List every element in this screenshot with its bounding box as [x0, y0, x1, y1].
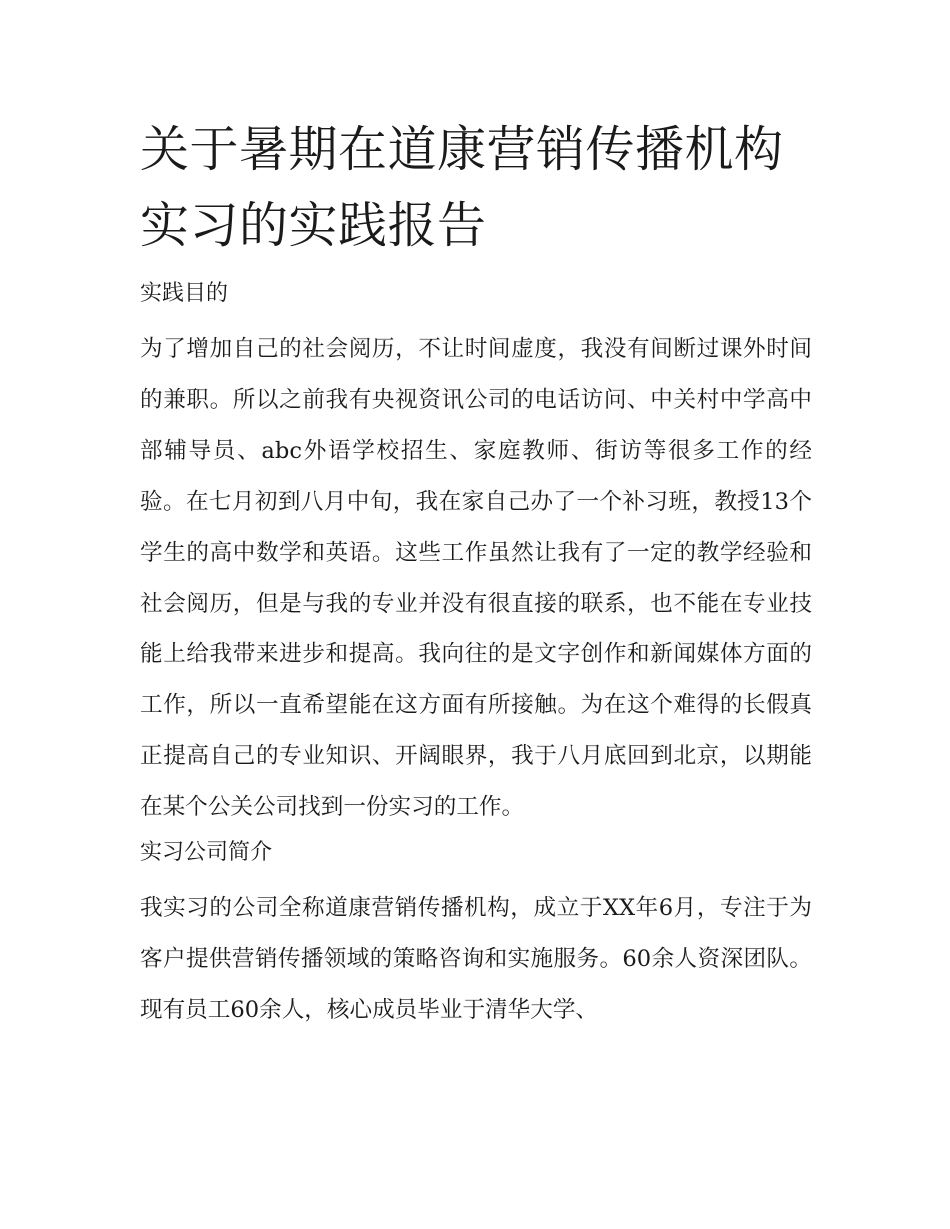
section-body-purpose: 为了增加自己的社会阅历，不让时间虚度，我没有间断过课外时间的兼职。所以之前我有央视资讯公司的电话访问、中关村中学高中部辅导员、abc外语学校招生、家庭教师、街访等很多工作的经验。在七月初到八月中旬，我在家自己办了一个补习班，教授13个学生的高中数学和英语。这些工作虽然让我有了一定的教学经验和社会阅历，但是与我的专业并没有很直接的联系，也不能在专业技能上给我带来进步和提高。我向往的是文字创作和新闻媒体方面的工作，所以一直希望能在这方面有所接触。为在这个难得的长假真正提高自己的专业知识、开阔眼界，我于八月底回到北京，以期能在某个公关公司找到一份实习的工作。: [140, 336, 812, 821]
document-page: [140, 112, 812, 1040]
section-heading-company: 实习公司简介: [140, 840, 273, 866]
section-body-company: 我实习的公司全称道康营销传播机构，成立于XX年6月，专注于为客户提供营销传播领域的策略咨询和实施服务。60余人资深团队。现有员工60余人，核心成员毕业于清华大学、: [140, 895, 812, 1023]
section-heading-purpose: 实践目的: [140, 281, 229, 306]
document-title: 关于暑期在道康营销传播机构实习的实践报告: [140, 121, 784, 254]
